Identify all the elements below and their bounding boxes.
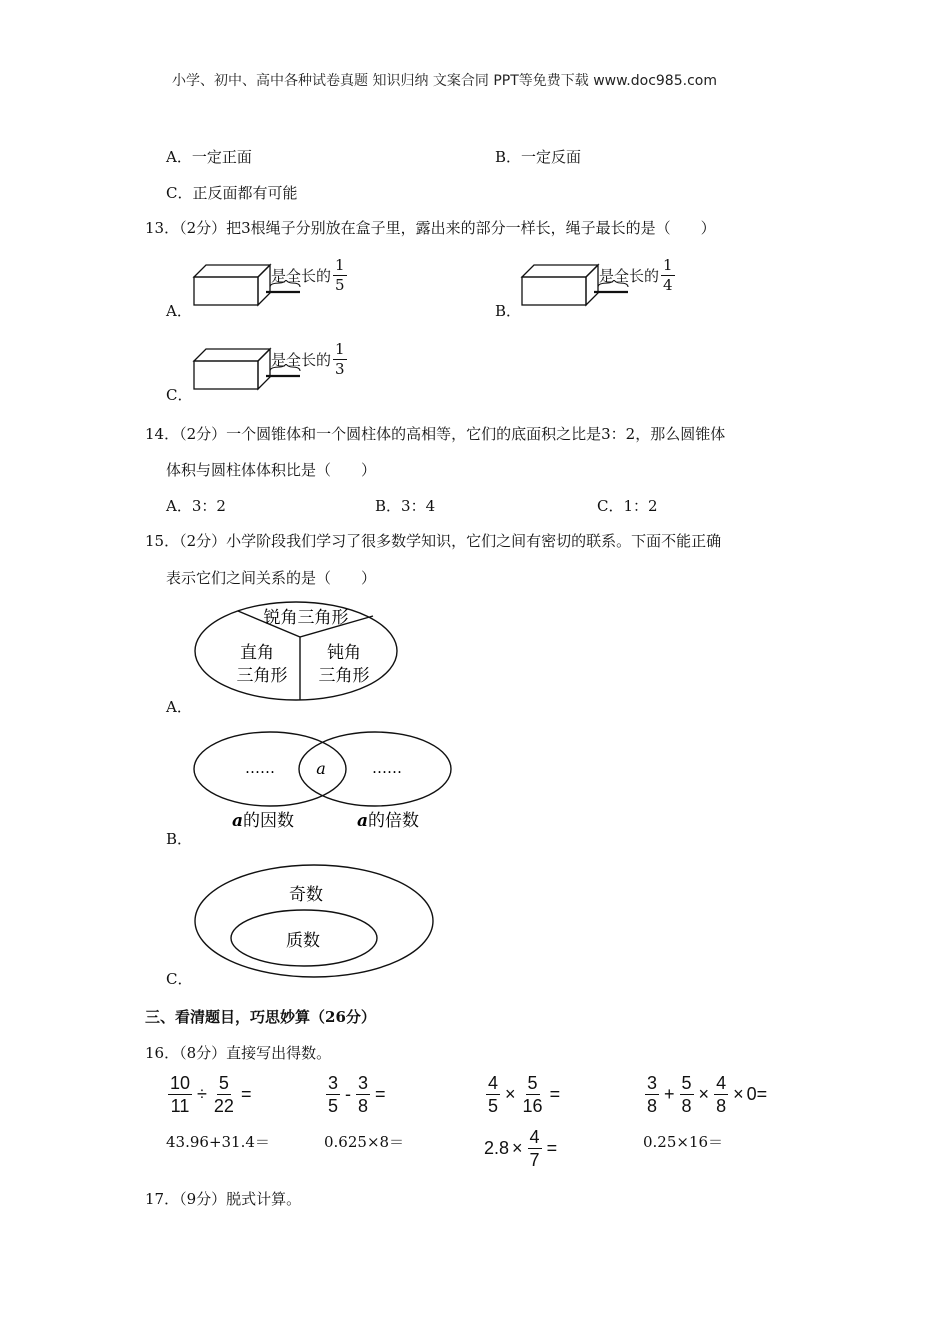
- q16-e4-op2: ×: [698, 1084, 710, 1104]
- q13-question: 13．（2分）把3根绳子分别放在盒子里，露出来的部分一样长，绳子最长的是（ ）: [145, 219, 716, 237]
- q12-option-a: A．一定正面: [166, 148, 252, 166]
- q14-option-c: C．1：2: [597, 497, 658, 515]
- q16-e4-op1: +: [664, 1084, 675, 1104]
- q13-option-a-num: 1: [335, 256, 345, 274]
- q16-e2-den1: 5: [328, 1096, 339, 1116]
- q15-b-left-caption: 的因数: [243, 811, 294, 831]
- q16-e2-num1: 3: [328, 1073, 339, 1093]
- q14-question-line1: 14．（2分）一个圆锥体和一个圆柱体的高相等，它们的底面积之比是3：2，那么圆锥体: [145, 425, 726, 443]
- q16-e3-eq: =: [549, 1084, 561, 1104]
- q15-question-line1: 15．（2分）小学阶段我们学习了很多数学知识，它们之间有密切的联系。下面不能正确: [145, 532, 722, 550]
- q13-option-b-den: 4: [663, 276, 673, 294]
- q16-e1-den1: 11: [170, 1096, 190, 1116]
- q15-option-c-label: C．: [166, 970, 193, 988]
- q15-b-right-dots: ……: [372, 759, 402, 777]
- q14-option-b: B．3：4: [375, 497, 436, 515]
- q13-option-b-caption: [599, 258, 677, 293]
- q16-e1-eq: =: [240, 1084, 252, 1104]
- q13-option-a-label: A．: [166, 302, 192, 320]
- q15-a-left-text-2: 三角形: [236, 666, 288, 686]
- page-header: 小学、初中、高中各种试卷真题 知识归纳 文案合同 PPT等免费下载 www.doc985.com: [172, 73, 717, 89]
- q15-a-top-text: 锐角三角形: [263, 608, 349, 628]
- q15-c-inner-text: 质数: [286, 931, 320, 951]
- q16-e7-eq: =: [546, 1138, 558, 1158]
- q16-e4-tail: 0=: [746, 1084, 768, 1104]
- q13-option-a-caption: [271, 258, 349, 293]
- q13-option-c-num: 1: [335, 340, 345, 358]
- q16-e2-op: -: [345, 1084, 352, 1104]
- q15-option-b-label: B．: [166, 830, 193, 848]
- q16-e1-op: ÷: [197, 1084, 207, 1104]
- q15-c-outer-text: 奇数: [289, 885, 323, 905]
- q14-question-line2: 体积与圆柱体体积比是（ ）: [166, 461, 377, 479]
- q16-expression-8: 0.25×16＝: [643, 1133, 724, 1151]
- q16-e4-den1: 8: [647, 1096, 658, 1116]
- q16-e4-num1: 3: [647, 1073, 658, 1093]
- q15-b-left-dots: ……: [245, 759, 275, 777]
- q14-option-a: A．3：2: [166, 497, 226, 515]
- q12-option-b: B．一定反面: [495, 148, 582, 166]
- q16-e7-op: ×: [512, 1138, 523, 1158]
- q16-e4-op3: ×: [733, 1084, 744, 1104]
- q13-option-c-label: C．: [166, 386, 193, 404]
- q16-e2-num2: 3: [358, 1073, 369, 1093]
- q16-e1-num2: 5: [218, 1073, 229, 1093]
- q15-a-right-text-1: 钝角: [327, 643, 361, 663]
- q16-expression-3: [484, 1074, 563, 1115]
- q16-e2-eq: =: [375, 1084, 386, 1104]
- q16-e3-op: ×: [505, 1084, 516, 1104]
- q15-option-b-diagram: [190, 728, 458, 836]
- section-3-title: 三、看清题目，巧思妙算（26分）: [145, 1008, 376, 1026]
- q13-option-b-caption-text: 是全长的: [599, 267, 660, 285]
- q15-a-left-text-1: 直角: [240, 643, 274, 663]
- q16-e7-lead: 2.8: [484, 1138, 510, 1158]
- q16-expression-7: [484, 1128, 560, 1169]
- q13-option-a-caption-text: 是全长的: [271, 267, 332, 285]
- q16-e3-num1: 4: [488, 1073, 499, 1093]
- q15-b-right-caption: 的倍数: [368, 811, 419, 831]
- q15-option-c-diagram: [190, 858, 440, 990]
- q16-e3-den1: 5: [488, 1096, 499, 1116]
- q16-e4-num2: 5: [681, 1073, 692, 1093]
- q13-option-c-caption-text: 是全长的: [271, 351, 332, 369]
- q16-expression-1: [166, 1074, 254, 1115]
- q16-expression-2: [324, 1074, 389, 1115]
- q13-option-b-label: B．: [495, 302, 522, 320]
- q16-e4-den2: 8: [681, 1096, 692, 1116]
- q16-e7-den: 7: [529, 1150, 540, 1170]
- q17-question: 17．（9分）脱式计算。: [145, 1190, 302, 1208]
- q15-b-left-var: a: [232, 811, 244, 831]
- q16-expression-4: [643, 1074, 767, 1115]
- q16-question: 16．（8分）直接写出得数。: [145, 1044, 332, 1062]
- q13-option-a-den: 5: [335, 276, 345, 294]
- q16-e4-den3: 8: [716, 1096, 727, 1116]
- q13-option-c-den: 3: [335, 360, 345, 378]
- q16-expression-5: 43.96+31.4＝: [166, 1133, 270, 1151]
- q15-b-center-text: a: [316, 759, 326, 778]
- q16-expression-6: 0.625×8＝: [324, 1133, 405, 1151]
- q16-e4-num3: 4: [716, 1073, 727, 1093]
- q16-e2-den2: 8: [358, 1096, 369, 1116]
- q15-option-a-diagram: [190, 598, 402, 704]
- q16-e7-num: 4: [529, 1127, 540, 1147]
- q15-option-a-label: A．: [166, 698, 192, 716]
- q12-option-c: C．正反面都有可能: [166, 184, 298, 202]
- q15-a-right-text-2: 三角形: [318, 666, 370, 686]
- q15-question-line2: 表示它们之间关系的是（ ）: [166, 569, 377, 587]
- q16-e1-den2: 22: [213, 1096, 234, 1116]
- q16-e3-den2: 16: [522, 1096, 543, 1116]
- q16-e3-num2: 5: [527, 1073, 538, 1093]
- q13-option-c-caption: [271, 342, 349, 377]
- q16-e1-num1: 10: [170, 1073, 191, 1093]
- q15-b-right-var: a: [357, 811, 369, 831]
- q13-option-b-num: 1: [663, 256, 673, 274]
